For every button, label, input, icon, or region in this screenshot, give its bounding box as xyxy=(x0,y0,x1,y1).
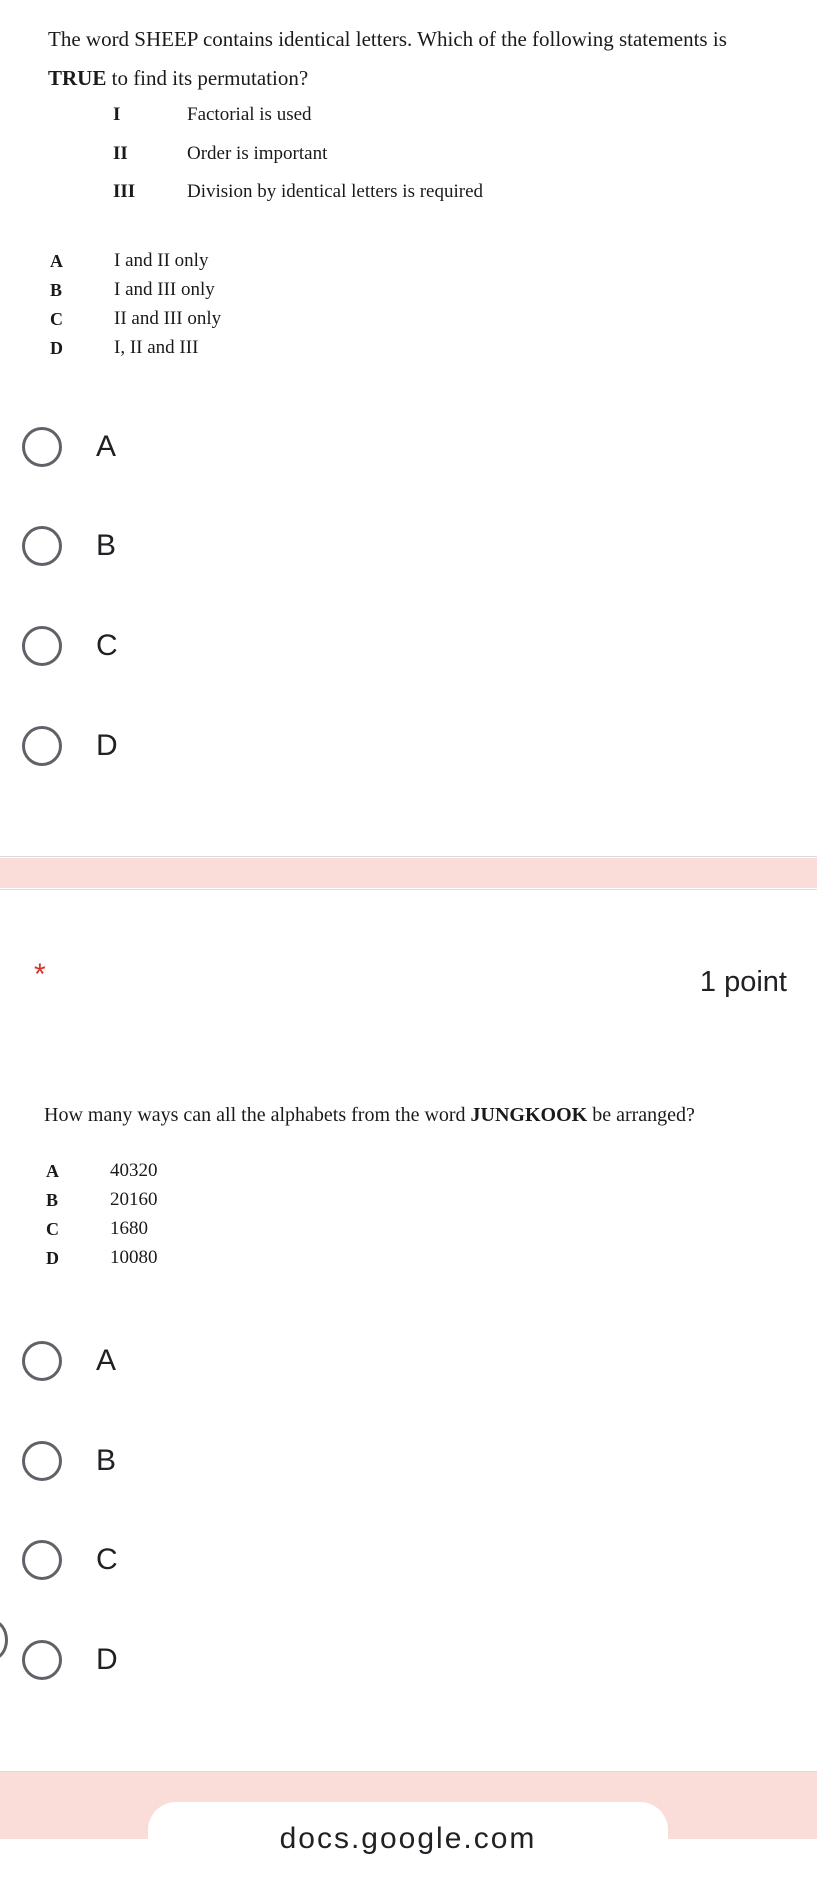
radio-circle-icon[interactable] xyxy=(22,1640,62,1680)
choice-letter: A xyxy=(46,1160,59,1181)
question-emphasis: JUNGKOOK xyxy=(470,1104,588,1126)
radio-label: D xyxy=(96,729,118,762)
choice-row xyxy=(46,1189,158,1211)
choice-text: I, II and III xyxy=(114,337,199,358)
radio-circle-icon[interactable] xyxy=(22,1341,62,1381)
statement-text: Division by identical letters is required xyxy=(187,181,484,202)
card-separator-band xyxy=(0,858,817,888)
statement-text: Order is important xyxy=(187,143,328,164)
choice-letter: A xyxy=(50,250,63,271)
choice-letter: B xyxy=(46,1189,59,1210)
radio-circle-icon[interactable] xyxy=(22,1540,62,1580)
radio-circle-icon[interactable] xyxy=(22,726,62,766)
statement-text: Factorial is used xyxy=(187,104,312,125)
question-card-2 xyxy=(0,890,817,1770)
radio-option-b[interactable] xyxy=(22,1441,116,1481)
radio-label: C xyxy=(96,1543,118,1576)
statement-row xyxy=(113,143,327,165)
question-line-2 xyxy=(48,59,788,98)
choice-letter: D xyxy=(50,337,63,358)
card-divider xyxy=(0,856,817,857)
statement-row xyxy=(113,104,312,126)
statement-row xyxy=(113,181,483,203)
radio-label: A xyxy=(96,430,117,463)
radio-circle-icon[interactable] xyxy=(22,1441,62,1481)
radio-label: B xyxy=(96,529,117,562)
choice-text: I and II only xyxy=(114,250,209,271)
choice-row xyxy=(50,308,221,330)
url-text: docs.google.com xyxy=(279,1822,537,1855)
choice-row xyxy=(46,1247,158,1269)
question-stem-start: How many ways can all the alphabets from the word xyxy=(44,1104,471,1126)
choice-letter: D xyxy=(46,1247,59,1268)
question-stem-end: be arranged? xyxy=(587,1104,695,1126)
question-line-2-rest: to find its permutation? xyxy=(106,66,309,90)
choice-row xyxy=(46,1218,148,1240)
choice-text: 1680 xyxy=(110,1218,148,1239)
radio-option-c[interactable] xyxy=(22,626,118,666)
choice-text: II and III only xyxy=(114,308,222,329)
statement-number: II xyxy=(113,143,128,164)
choice-text: 40320 xyxy=(110,1160,158,1181)
radio-label: C xyxy=(96,629,118,662)
radio-label: A xyxy=(96,1344,117,1377)
statement-number: III xyxy=(113,181,136,202)
points-label: 1 point xyxy=(699,966,787,998)
choice-row xyxy=(50,337,198,359)
choice-letter: C xyxy=(46,1218,59,1239)
choice-row xyxy=(50,250,208,272)
choice-letter: B xyxy=(50,279,63,300)
choice-row xyxy=(46,1160,158,1182)
radio-label: D xyxy=(96,1643,118,1676)
radio-option-c[interactable] xyxy=(22,1540,118,1580)
radio-option-d[interactable] xyxy=(22,1640,118,1680)
statement-number: I xyxy=(113,104,121,125)
choice-row xyxy=(50,279,215,301)
radio-option-d[interactable] xyxy=(22,726,118,766)
question-line-1: The word SHEEP contains identical letters. Which of the following statements is xyxy=(48,27,727,51)
radio-option-b[interactable] xyxy=(22,526,116,566)
required-asterisk: * xyxy=(34,958,46,991)
radio-option-a[interactable] xyxy=(22,427,116,467)
question-emphasis: TRUE xyxy=(48,66,107,90)
radio-circle-icon[interactable] xyxy=(22,626,62,666)
radio-circle-icon[interactable] xyxy=(22,427,62,467)
radio-option-a[interactable] xyxy=(22,1341,116,1381)
question-text xyxy=(44,1096,804,1135)
question-card-1 xyxy=(0,0,817,858)
browser-url-bar[interactable] xyxy=(148,1802,668,1882)
choice-text: 20160 xyxy=(110,1189,158,1210)
question-text xyxy=(48,20,788,98)
choice-text: I and III only xyxy=(114,279,215,300)
radio-label: B xyxy=(96,1444,117,1477)
choice-text: 10080 xyxy=(110,1247,158,1268)
choice-letter: C xyxy=(50,308,63,329)
radio-circle-icon[interactable] xyxy=(22,526,62,566)
